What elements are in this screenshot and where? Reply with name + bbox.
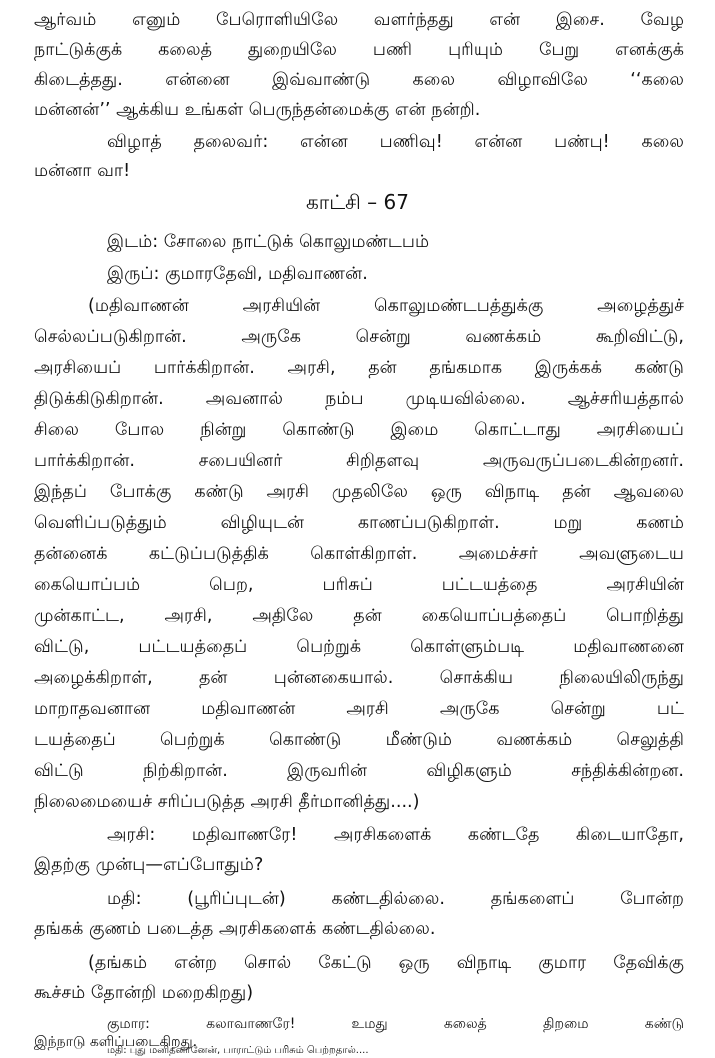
- kumara-line-2: இந்நாடு களிப்படைகிறது.: [34, 1034, 198, 1050]
- stage-direction-line-14: மாறாதவனான மதிவாணன் அரசி அருகே சென்று பட்: [34, 699, 684, 719]
- mathi-line-2: தங்கக் குணம் படைத்த அரசிகளைக் கண்டதில்லை.: [34, 919, 436, 939]
- chief-guest-line-1: விழாத் தலைவர்: என்ன பணிவு! என்ன பண்பு! கலை: [107, 132, 684, 152]
- blush-direction-line-2: கூச்சம் தோன்றி மறைகிறது): [34, 983, 254, 1003]
- final-line: மதி: புது மனிதனானேன், பாராட்டும் பரிசும் பெற்றதால்....: [107, 1045, 369, 1056]
- stage-direction-line-1: (மதிவாணன் அரசியின் கொலுமண்டபத்துக்கு அழைத்துச்: [88, 296, 684, 316]
- kumara-line-1: குமார: கலாவாணரே! உமது கலைத் திறமை கண்டு: [107, 1016, 684, 1032]
- stage-direction-line-10: கையொப்பம் பெற, பரிசுப் பட்டயத்தை அரசியின்: [34, 575, 684, 595]
- mathi-line-1: மதி: (பூரிப்புடன்) கண்டதில்லை. தங்களைப் போன்ற: [107, 889, 684, 909]
- intro-line-3: கிடைத்தது. என்னை இவ்வாண்டு கலை விழாவிலே ‘‘கலை: [34, 70, 684, 90]
- queen-line-2: இதற்கு முன்பு—எப்போதும்?: [34, 855, 264, 875]
- queen-line-1: அரசி: மதிவாணரே! அரசிகளைக் கண்டதே கிடையாதோ,: [107, 825, 684, 845]
- stage-direction-line-3: அரசியைப் பார்க்கிறான். அரசி, தன் தங்கமாக இருக்கக் கண்டு: [34, 358, 684, 378]
- stage-direction-line-13: அழைக்கிறாள், தன் புன்னகையால். சொக்கிய நிலையிலிருந்து: [34, 668, 684, 688]
- blush-direction-line-1: (தங்கம் என்ற சொல் கேட்டு ஒரு விநாடி குமார தேவிக்கு: [88, 953, 684, 973]
- characters-line: இருப்: குமாரதேவி, மதிவாணன்.: [107, 264, 368, 284]
- stage-direction-line-11: முன்காட்ட, அரசி, அதிலே தன் கையொப்பத்தைப் பொறித்து: [34, 606, 684, 626]
- place-line: இடம்: சோலை நாட்டுக் கொலுமண்டபம்: [107, 232, 430, 252]
- stage-direction-line-7: இந்தப் போக்கு கண்டு அரசி முதலிலே ஒரு விநாடி தன் ஆவலை: [34, 482, 684, 502]
- intro-line-1: ஆர்வம் எனும் பேரொளியிலே வளர்ந்தது என் இசை. வேழ: [34, 10, 684, 30]
- stage-direction-line-5: சிலை போல நின்று கொண்டு இமை கொட்டாது அரசியைப்: [34, 420, 684, 440]
- stage-direction-line-15: டயத்தைப் பெற்றுக் கொண்டு மீண்டும் வணக்கம் செலுத்தி: [34, 730, 684, 750]
- stage-direction-line-4: திடுக்கிடுகிறான். அவனால் நம்ப முடியவில்லை. ஆச்சரியத்தால்: [34, 389, 684, 409]
- stage-direction-line-17: நிலைமையைச் சரிப்படுத்த அரசி தீர்மானித்து....): [34, 792, 420, 812]
- intro-line-2: நாட்டுக்குக் கலைத் துறையிலே பணி புரியும் பேறு எனக்குக்: [34, 40, 684, 60]
- stage-direction-line-8: வெளிப்படுத்தும் விழியுடன் காணப்படுகிறாள். மறு கணம்: [34, 513, 684, 533]
- stage-direction-line-9: தன்னைக் கட்டுப்படுத்திக் கொள்கிறாள். அமைச்சர் அவளுடைய: [34, 544, 684, 564]
- intro-line-4: மன்னன்’’ ஆக்கிய உங்கள் பெருந்தன்மைக்கு என் நன்றி.: [34, 100, 481, 120]
- chief-guest-line-2: மன்னா வா!: [34, 161, 131, 181]
- stage-direction-line-6: பார்க்கிறான். சபையினர் சிறிதளவு அருவருப்படைகின்றனர்.: [34, 451, 684, 471]
- stage-direction-line-12: விட்டு, பட்டயத்தைப் பெற்றுக் கொள்ளும்படி மதிவாணனை: [34, 637, 684, 657]
- stage-direction-line-16: விட்டு நிற்கிறான். இருவரின் விழிகளும் சந்திக்கின்றன.: [34, 761, 684, 781]
- scene-heading: காட்சி – 67: [306, 190, 409, 214]
- stage-direction-line-2: செல்லப்படுகிறான். அருகே சென்று வணக்கம் கூறிவிட்டு,: [34, 327, 684, 347]
